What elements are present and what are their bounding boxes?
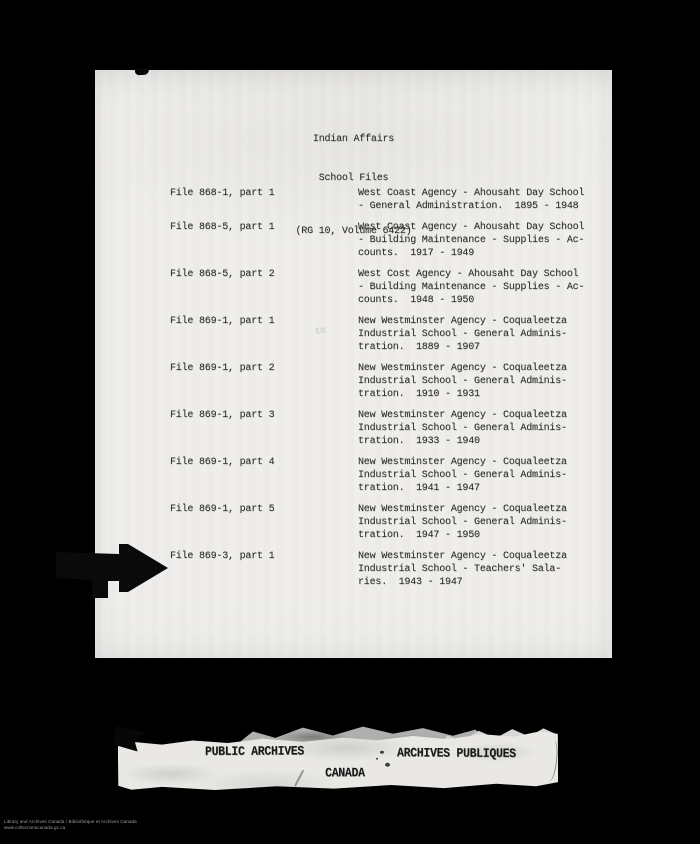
description-line: West Coast Agency - Ahousaht Day School — [358, 188, 585, 199]
file-entry-row — [170, 409, 584, 448]
stamp-text-canada: CANADA — [325, 766, 365, 781]
description-line: Industrial School - General Adminis- — [358, 376, 567, 387]
stamp-text-english: PUBLIC ARCHIVES — [204, 744, 305, 760]
file-number: File 868-1, part 1 — [170, 188, 275, 199]
file-number: File 868-5, part 1 — [170, 222, 275, 233]
description-line: West Cost Agency - Ahousaht Day School — [358, 269, 579, 280]
ink-speck — [376, 758, 378, 760]
description-line: tration. 1947 - 1950 — [358, 530, 480, 541]
watermark-line-1: Library and Archives Canada / Bibliothèque et Archives Canada — [4, 819, 137, 824]
file-entry-row — [170, 503, 584, 542]
file-description — [358, 456, 567, 495]
file-description — [358, 362, 567, 401]
description-line: tration. 1910 - 1931 — [358, 389, 480, 400]
description-line: counts. 1948 - 1950 — [358, 295, 475, 306]
description-line: ries. 1943 - 1947 — [358, 577, 463, 588]
file-entry-row — [170, 221, 584, 260]
lac-watermark — [4, 819, 137, 831]
file-number: File 869-3, part 1 — [170, 551, 275, 562]
description-line: New Westminster Agency - Coqualeetza — [358, 410, 567, 421]
description-line: Industrial School - Teachers' Sala- — [358, 564, 562, 575]
file-entry-row — [170, 362, 584, 401]
description-line: tration. 1941 - 1947 — [358, 483, 480, 494]
stamp-text-french: ARCHIVES PUBLIQUES — [396, 746, 516, 762]
scan-artifact-notch — [135, 68, 149, 76]
description-line: West Coast Agency - Ahousaht Day School — [358, 222, 585, 233]
file-entry-row — [170, 187, 584, 213]
title-line-1: Indian Affairs — [312, 134, 395, 145]
file-entry-row — [170, 550, 584, 589]
description-line: New Westminster Agency - Coqualeetza — [358, 551, 567, 562]
file-entry-list — [170, 187, 584, 597]
description-line: Industrial School - General Adminis- — [358, 517, 567, 528]
file-number: File 869-1, part 2 — [170, 363, 275, 374]
file-entry-row — [170, 456, 584, 495]
file-description — [358, 409, 567, 448]
ink-speck — [380, 751, 384, 754]
description-line: tration. 1933 - 1940 — [358, 436, 480, 447]
file-number: File 869-1, part 3 — [170, 410, 275, 421]
description-line: New Westminster Agency - Coqualeetza — [358, 457, 567, 468]
description-line: - General Administration. 1895 - 1948 — [358, 201, 579, 212]
watermark-line-2: www.collectionscanada.gc.ca — [4, 825, 66, 830]
archives-stamp-strip — [118, 724, 558, 793]
pointer-arrow-icon — [56, 540, 171, 602]
description-line: tration. 1889 - 1907 — [358, 342, 480, 353]
document-page — [95, 70, 612, 658]
description-line: New Westminster Agency - Coqualeetza — [358, 504, 567, 515]
file-description — [358, 315, 567, 354]
file-number: File 869-1, part 5 — [170, 504, 275, 515]
file-number: File 869-1, part 1 — [170, 316, 275, 327]
file-description — [358, 187, 584, 213]
file-description — [358, 268, 584, 307]
description-line: New Westminster Agency - Coqualeetza — [358, 316, 567, 327]
description-line: counts. 1917 - 1949 — [358, 248, 475, 259]
file-description — [358, 221, 584, 260]
volume-reference: (RG 10, Volume 6422) — [295, 226, 412, 237]
file-number: File 868-5, part 2 — [170, 269, 275, 280]
description-line: - Building Maintenance - Supplies - Ac- — [358, 235, 585, 246]
ink-smudge: to — [314, 325, 327, 337]
description-line: New Westminster Agency - Coqualeetza — [358, 363, 567, 374]
description-line: Industrial School - General Adminis- — [358, 329, 567, 340]
file-number: File 869-1, part 4 — [170, 457, 275, 468]
file-entry-row — [170, 315, 584, 354]
description-line: Industrial School - General Adminis- — [358, 423, 567, 434]
description-line: Industrial School - General Adminis- — [358, 470, 567, 481]
description-line: - Building Maintenance - Supplies - Ac- — [358, 282, 585, 293]
file-description — [358, 550, 567, 589]
file-description — [358, 503, 567, 542]
ink-speck — [385, 763, 390, 767]
title-line-2: School Files — [318, 173, 389, 184]
file-entry-row — [170, 268, 584, 307]
